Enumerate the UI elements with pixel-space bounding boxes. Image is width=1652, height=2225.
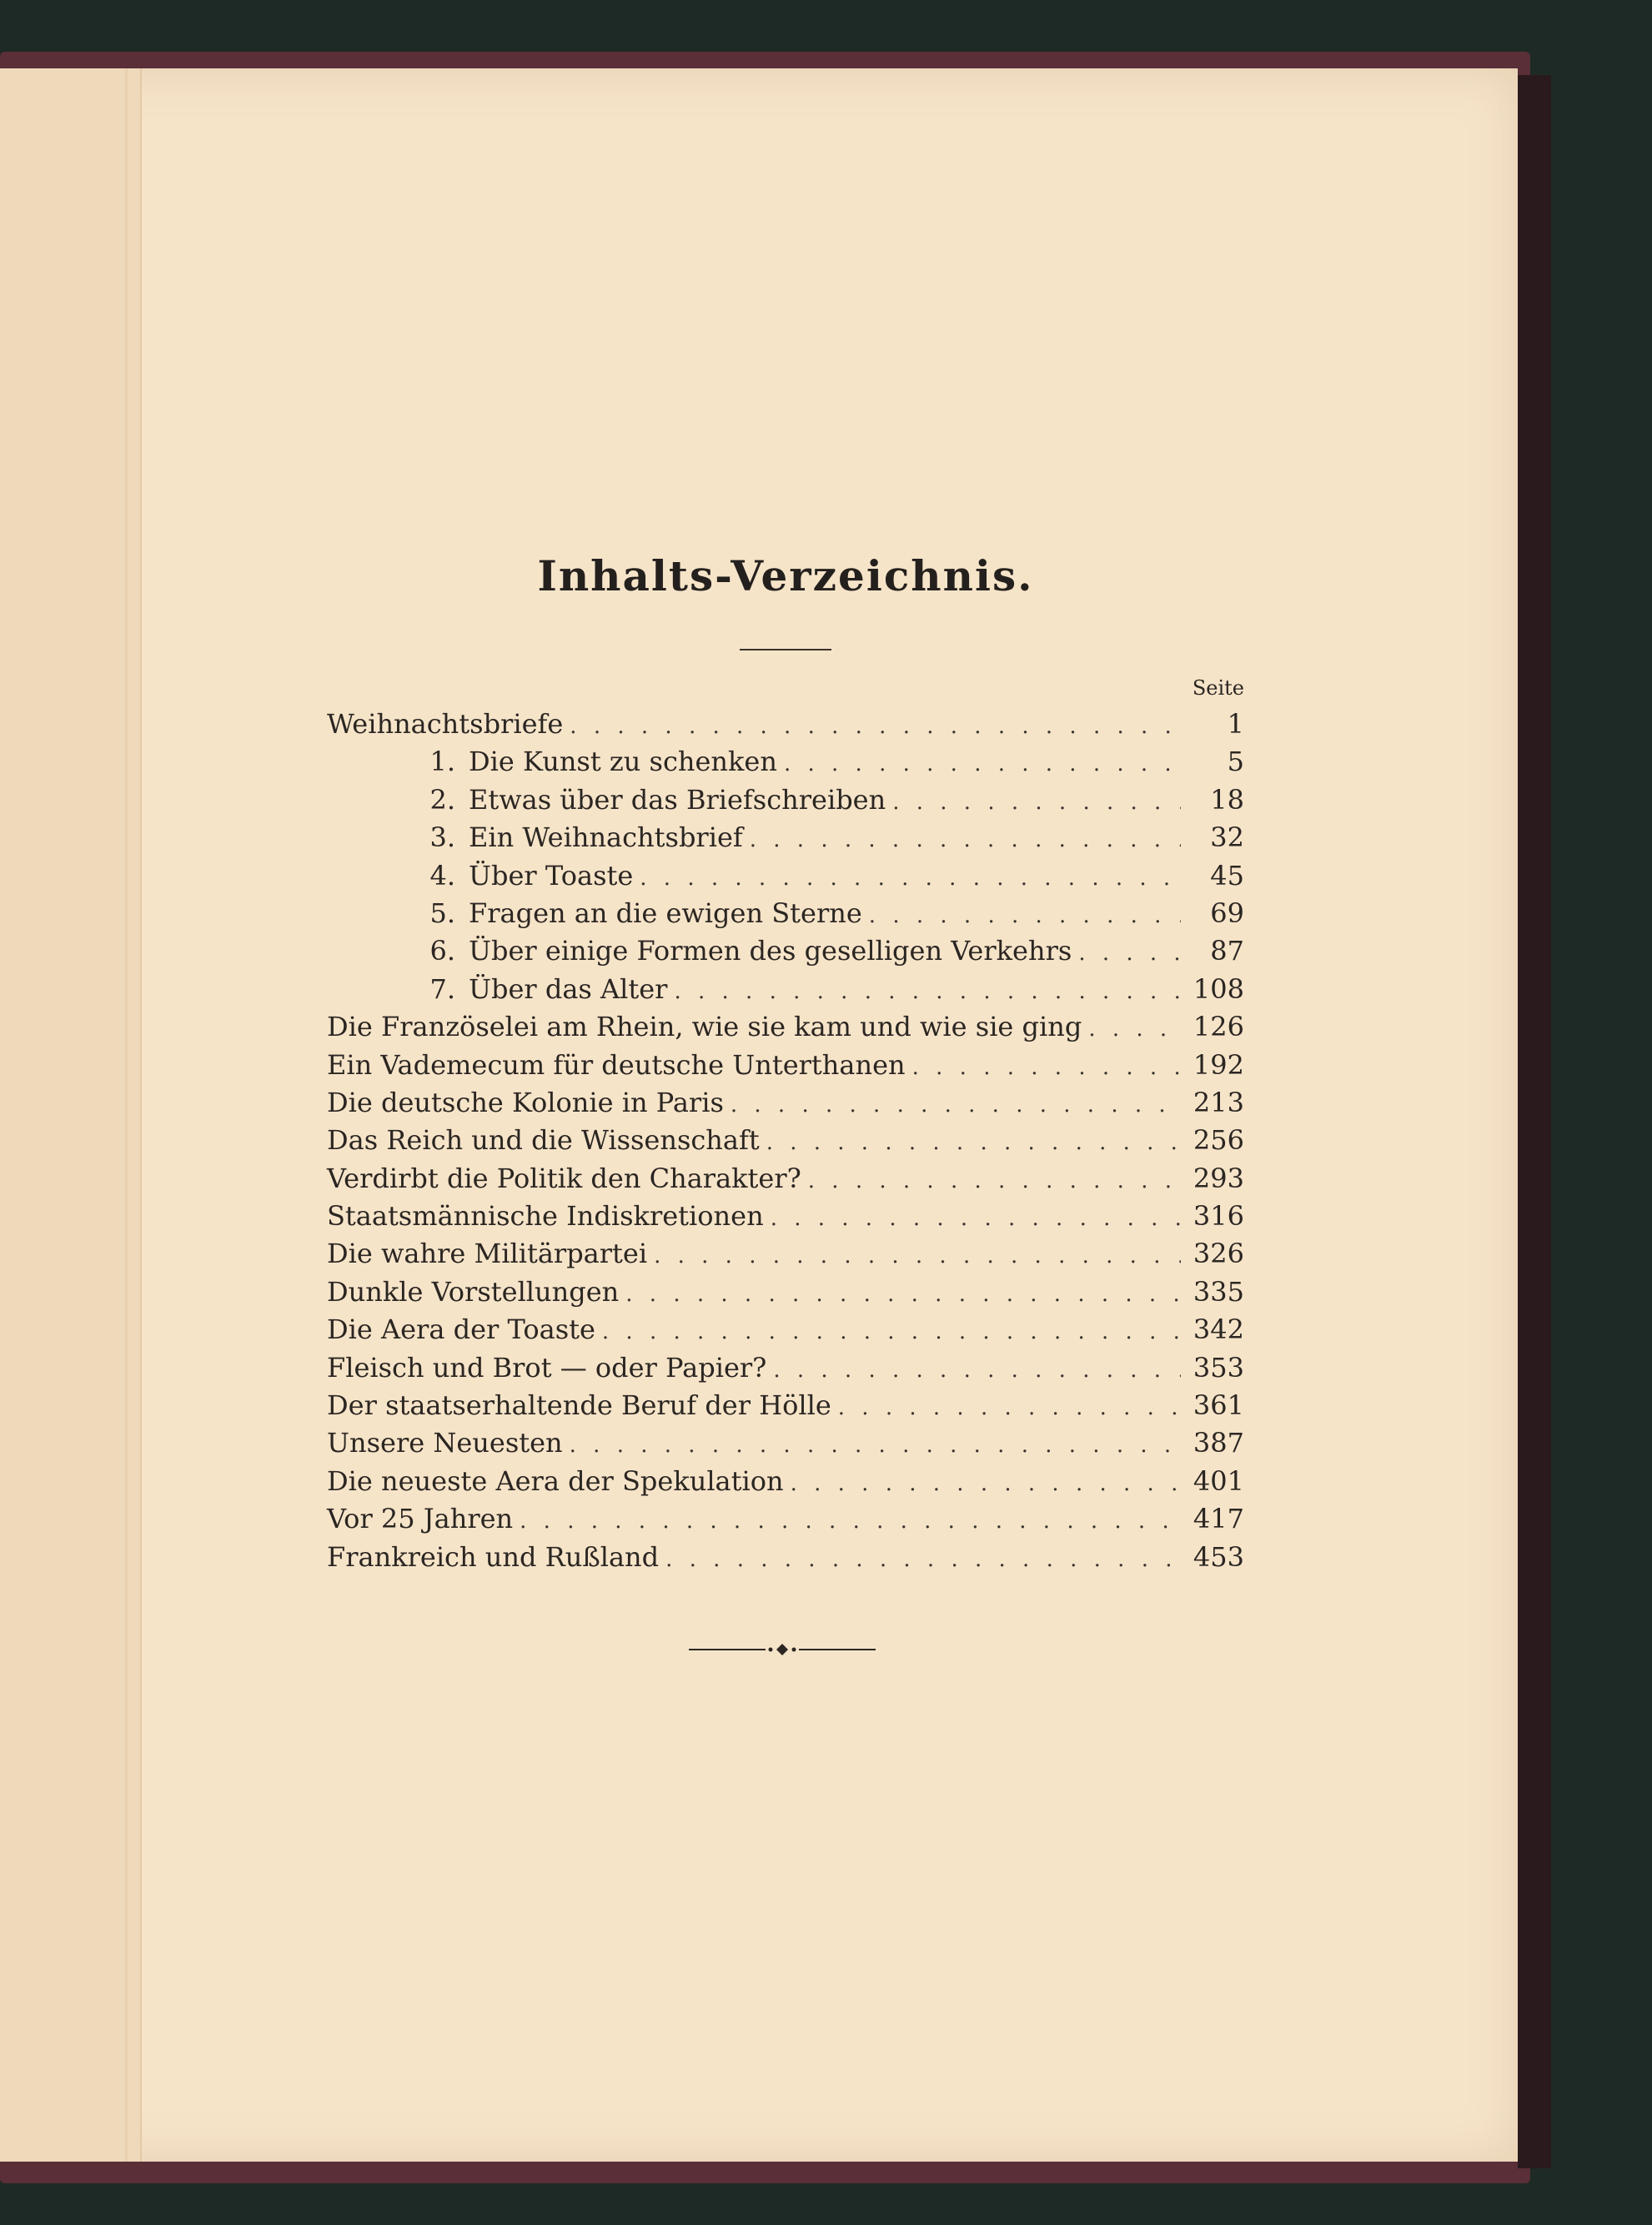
dot-leader (773, 1352, 1181, 1389)
toc-entry-title: Fragen an die ewigen Sterne (469, 897, 862, 929)
toc-entry-text (327, 1160, 808, 1198)
toc-entry-title: Vor 25 Jahren (327, 1503, 514, 1535)
toc-entry-text (327, 1273, 625, 1311)
toc-entry-title: Über einige Formen des geselligen Verkehrs (469, 935, 1072, 967)
toc-entry (327, 781, 1244, 819)
toc-entry-title: Staatsmännische Indiskretionen (327, 1200, 764, 1233)
toc-entry-title: Die Kunst zu schenken (469, 746, 777, 778)
page-title: Inhalts-Verzeichnis. (537, 551, 1034, 600)
toc-entry (327, 1311, 1244, 1349)
toc-entry-text (327, 1008, 1088, 1046)
toc-list (327, 706, 1244, 1576)
toc-entry-title: Die Aera der Toaste (327, 1313, 595, 1346)
toc-entry-title: Die wahre Militärpartei (327, 1238, 648, 1270)
toc-entry-title: Ein Vademecum für deutsche Unterthanen (327, 1048, 906, 1081)
toc-entry (327, 1349, 1244, 1387)
toc-entry (327, 1198, 1244, 1235)
dot-leader (731, 1087, 1181, 1124)
toc-entry-text (327, 819, 750, 856)
toc-entry-page: 108 (1193, 972, 1244, 1005)
toc-entry-text (327, 1349, 773, 1387)
dot-leader (838, 1389, 1181, 1427)
dot-leader (665, 1541, 1181, 1579)
toc-entry-page: 256 (1193, 1124, 1244, 1157)
toc-entry (327, 1424, 1244, 1462)
dot-leader (654, 1238, 1181, 1275)
toc-entry-text (327, 1539, 665, 1576)
toc-entry-text (327, 1122, 766, 1159)
toc-entry-title: Unsere Neuesten (327, 1427, 563, 1459)
toc-entry (327, 743, 1244, 781)
toc-entry-page: 1 (1227, 708, 1244, 740)
toc-entry-page: 18 (1210, 783, 1244, 816)
toc-entry (327, 706, 1244, 743)
toc-entry-page: 361 (1193, 1389, 1244, 1422)
toc-entry-text (327, 857, 640, 895)
toc-entry-page: 126 (1193, 1011, 1244, 1043)
dot-leader (570, 708, 1181, 746)
toc-entry-title: Die neueste Aera der Spekulation (327, 1464, 784, 1497)
toc-entry-text (327, 895, 869, 932)
dot-leader (1088, 1011, 1181, 1048)
toc-entry-text (327, 1500, 520, 1538)
toc-entry (327, 1008, 1244, 1046)
cover-shadow (1518, 75, 1551, 2168)
toc-entry-text (327, 1424, 570, 1462)
toc-entry-page: 293 (1193, 1162, 1244, 1194)
toc-entry (327, 1122, 1244, 1159)
toc-entry-text (327, 706, 570, 743)
gutter-fold-line (125, 68, 128, 2162)
toc-entry (327, 971, 1244, 1008)
toc-entry-page: 5 (1227, 746, 1244, 778)
toc-entry-page: 335 (1193, 1275, 1244, 1308)
toc-entry-text (327, 932, 1078, 970)
toc-entry-number: 7. (429, 972, 455, 1005)
dot-leader (766, 1124, 1181, 1162)
toc-entry (327, 1387, 1244, 1424)
toc-entry-page: 353 (1193, 1351, 1244, 1384)
toc-entry (327, 932, 1244, 970)
closing-ornament (689, 1641, 876, 1658)
toc-entry-page: 87 (1210, 935, 1244, 967)
toc-entry (327, 1084, 1244, 1122)
toc-entry (327, 895, 1244, 932)
dot-leader (784, 746, 1181, 783)
toc-entry-page: 213 (1193, 1086, 1244, 1118)
toc-entry-title: Über Toaste (469, 859, 634, 892)
toc-entry-number: 2. (429, 783, 455, 816)
dot-leader (625, 1276, 1181, 1313)
toc-entry-title: Dunkle Vorstellungen (327, 1275, 620, 1308)
toc-entry-title: Die deutsche Kolonie in Paris (327, 1086, 724, 1118)
toc-entry-text (327, 1311, 602, 1349)
dot-leader (674, 973, 1181, 1011)
dot-leader (791, 1465, 1181, 1503)
toc-entry-text (327, 1463, 791, 1500)
toc-entry-text (327, 1235, 654, 1273)
toc-entry-page: 69 (1210, 897, 1244, 929)
dot-leader (1078, 935, 1181, 972)
toc-entry-text (327, 743, 784, 781)
toc-entry-text (327, 1198, 771, 1235)
toc-entry-number: 4. (429, 859, 455, 892)
dot-leader (808, 1163, 1181, 1200)
dot-leader (640, 860, 1181, 897)
toc-entry-page: 342 (1193, 1313, 1244, 1346)
toc-entry (327, 1273, 1244, 1311)
toc-entry-number: 1. (429, 746, 455, 778)
toc-entry-text (327, 1387, 838, 1424)
dot-leader (912, 1049, 1181, 1087)
toc-entry-title: Das Reich und die Wissenschaft (327, 1124, 760, 1157)
toc-entry-number: 6. (429, 935, 455, 967)
toc-entry (327, 1539, 1244, 1576)
toc-entry (327, 1235, 1244, 1273)
toc-entry (327, 1047, 1244, 1084)
toc-entry-page: 192 (1193, 1048, 1244, 1081)
toc-entry-page: 401 (1193, 1464, 1244, 1497)
toc-entry-page: 326 (1193, 1238, 1244, 1270)
toc-entry-text (327, 781, 892, 819)
toc-entry (327, 1500, 1244, 1538)
dot-leader (602, 1313, 1181, 1351)
toc-entry-title: Verdirbt die Politik den Charakter? (327, 1162, 801, 1194)
toc-entry (327, 819, 1244, 856)
toc-entry-title: Der staatserhaltende Beruf der Hölle (327, 1389, 831, 1422)
toc-entry-title: Frankreich und Rußland (327, 1540, 660, 1573)
toc-entry-page: 32 (1210, 821, 1244, 854)
dot-leader (892, 784, 1181, 821)
toc-entry-title: Fleisch und Brot — oder Papier? (327, 1351, 767, 1384)
toc-entry-text (327, 971, 674, 1008)
toc-entry-title: Ein Weihnachtsbrief (469, 821, 743, 854)
toc-entry-title: Die Französelei am Rhein, wie sie kam und wie sie ging (327, 1011, 1082, 1043)
dot-leader (750, 821, 1181, 859)
toc-entry-number: 3. (429, 821, 455, 854)
title-rule (740, 649, 831, 650)
toc-entry (327, 1160, 1244, 1198)
toc-entry-page: 417 (1193, 1503, 1244, 1535)
dot-leader (771, 1200, 1181, 1238)
toc-entry-page: 387 (1193, 1427, 1244, 1459)
toc-entry-page: 45 (1210, 859, 1244, 892)
table-of-contents (327, 534, 1244, 1576)
toc-entry-text (327, 1084, 731, 1122)
toc-entry (327, 857, 1244, 895)
dot-leader (570, 1427, 1181, 1464)
page-column-label: Seite (1192, 676, 1244, 700)
toc-entry-title: Weihnachtsbriefe (327, 708, 564, 740)
dot-leader (520, 1503, 1181, 1540)
toc-entry-title: Über das Alter (469, 972, 668, 1005)
toc-entry-title: Etwas über das Briefschreiben (469, 783, 886, 816)
toc-entry-number: 5. (429, 897, 455, 929)
dot-leader (869, 897, 1181, 935)
toc-entry-page: 453 (1193, 1540, 1244, 1573)
page-gutter (0, 68, 142, 2162)
toc-entry-text (327, 1047, 912, 1084)
toc-entry-page: 316 (1193, 1200, 1244, 1233)
toc-entry (327, 1463, 1244, 1500)
